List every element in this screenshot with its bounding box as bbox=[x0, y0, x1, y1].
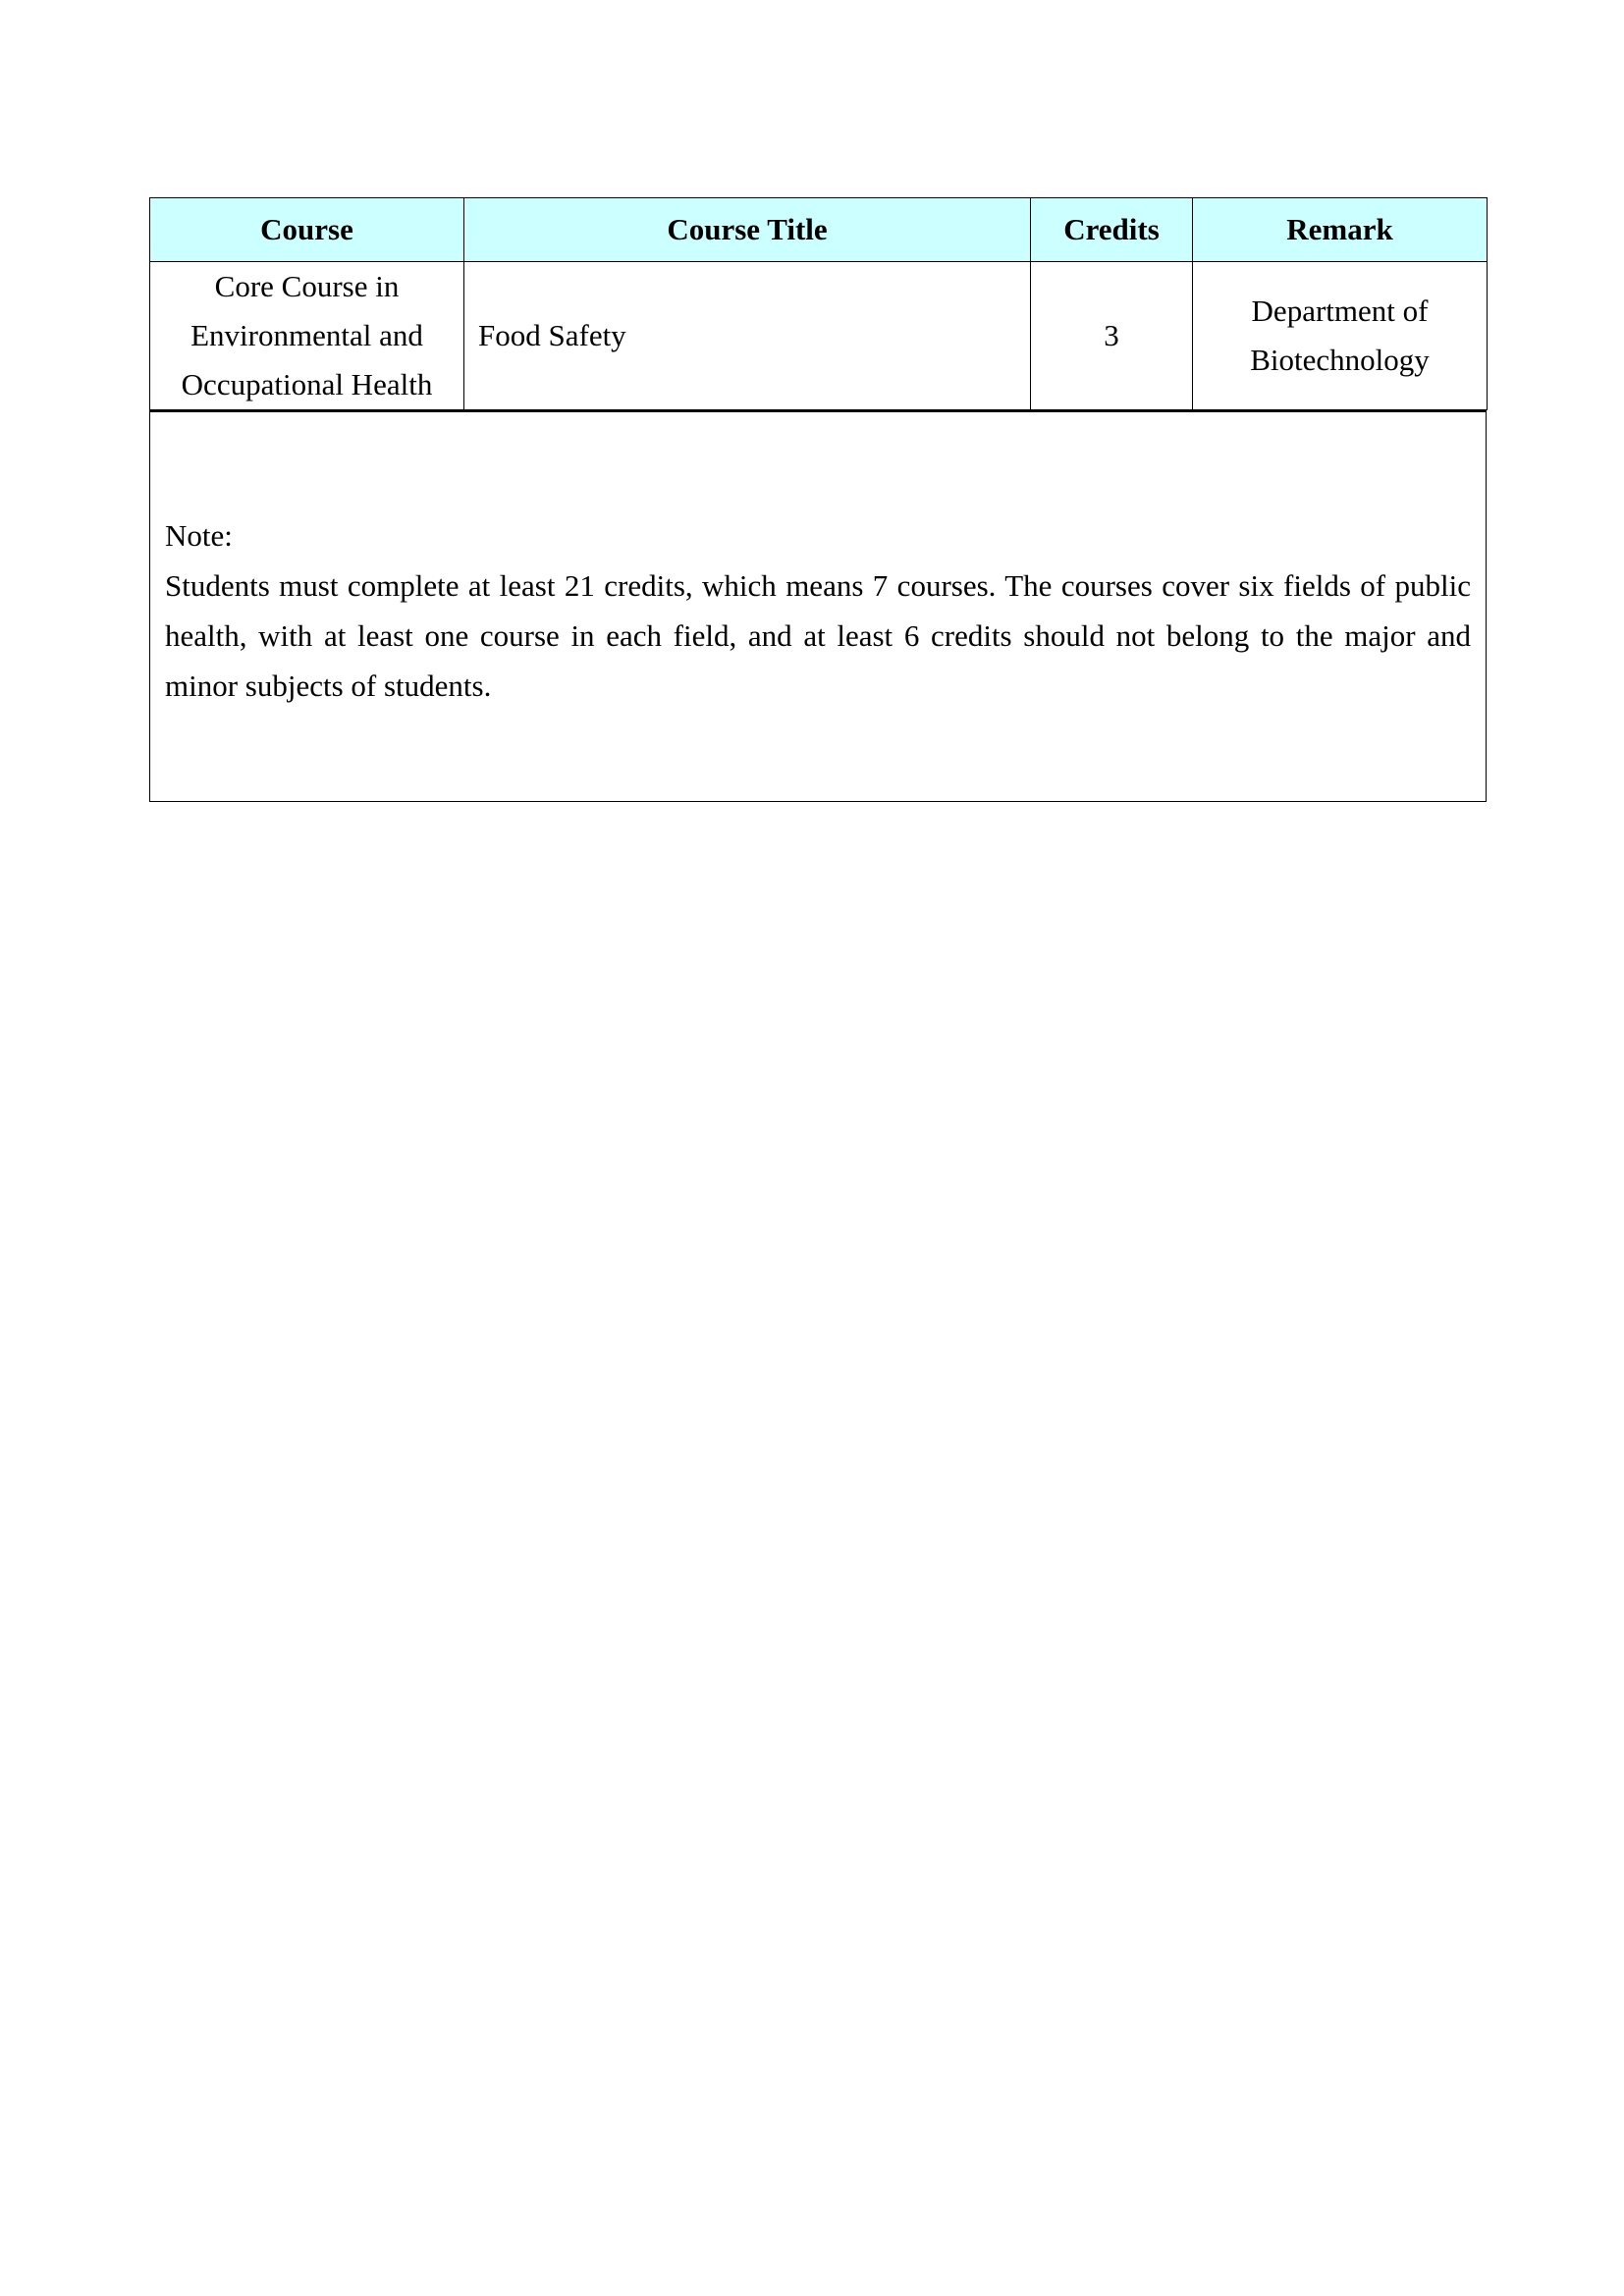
note-box bbox=[149, 410, 1487, 802]
course-line: Occupational Health bbox=[181, 367, 433, 401]
header-course-title: Course Title bbox=[464, 198, 1031, 262]
note-text: Students must complete at least 21 credits, which means 7 courses. The courses cover six fields of public health, with at least one course in each field, and at least 6 credits should not belong to the major and minor subjects of students. bbox=[165, 568, 1471, 703]
course-table bbox=[149, 197, 1488, 410]
header-remark: Remark bbox=[1193, 198, 1488, 262]
table-row bbox=[150, 262, 1488, 410]
note-label: Note: bbox=[165, 518, 233, 553]
cell-course-title: Food Safety bbox=[464, 262, 1031, 410]
cell-course bbox=[150, 262, 464, 410]
header-credits: Credits bbox=[1031, 198, 1193, 262]
header-course: Course bbox=[150, 198, 464, 262]
remark-line: Department of bbox=[1251, 294, 1429, 328]
remark-line: Biotechnology bbox=[1250, 343, 1430, 377]
cell-credits: 3 bbox=[1031, 262, 1193, 410]
cell-remark bbox=[1193, 262, 1488, 410]
course-line: Core Course in bbox=[214, 269, 400, 303]
table-header-row bbox=[150, 198, 1488, 262]
course-line: Environmental and bbox=[190, 318, 423, 352]
